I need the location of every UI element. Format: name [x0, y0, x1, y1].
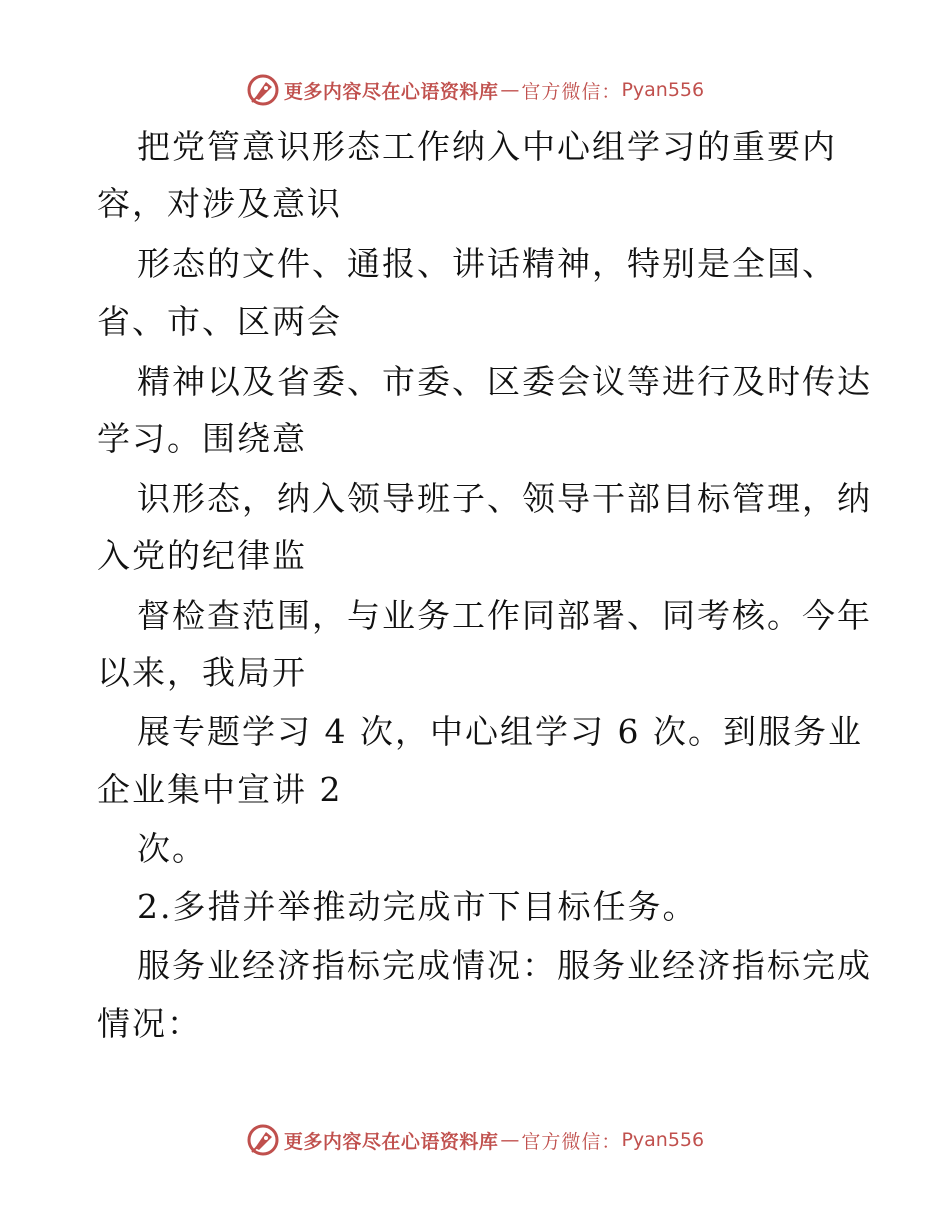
watermark-wechat-label: 官方微信：: [521, 80, 622, 103]
watermark-dash: —: [500, 79, 520, 101]
body-line: 情况：: [97, 1004, 202, 1043]
body-line: 精神以及省委、市委、区委会议等进行及时传达: [137, 362, 872, 401]
body-line: 服务业经济指标完成情况：服务业经济指标完成: [137, 946, 872, 985]
footer-watermark: [0, 1120, 950, 1160]
body-line: 入党的纪律监: [97, 536, 307, 575]
body-line: 企业集中宣讲 2: [97, 770, 343, 809]
body-line: 展专题学习 4 次，中心组学习 6 次。到服务业: [137, 712, 863, 751]
watermark-wechat-label: 官方微信：: [521, 1130, 622, 1153]
watermark-wechat-id: Pyan556: [621, 1129, 705, 1151]
body-line: 识形态，纳入领导班子、领导干部目标管理，纳: [137, 479, 872, 518]
body-line: 形态的文件、通报、讲话精神，特别是全国、: [137, 244, 837, 283]
body-line: 督检查范围，与业务工作同部署、同考核。今年: [137, 596, 872, 635]
watermark-main-text: 更多内容尽在心语资料库: [283, 80, 499, 103]
watermark-wechat-id: Pyan556: [621, 79, 705, 101]
body-line: 以来，我局开: [97, 653, 307, 692]
header-watermark: [0, 70, 950, 110]
pen-nib-logo-icon: [246, 73, 280, 107]
body-line: 学习。围绕意: [97, 419, 307, 458]
body-line: 把党管意识形态工作纳入中心组学习的重要内: [137, 127, 837, 166]
pen-nib-logo-icon: [246, 1123, 280, 1157]
body-line: 省、市、区两会: [97, 302, 342, 341]
watermark-main-text: 更多内容尽在心语资料库: [283, 1130, 499, 1153]
body-line: 次。: [137, 829, 207, 868]
watermark-dash: —: [500, 1129, 520, 1151]
body-line: 2.多措并举推动完成市下目标任务。: [137, 887, 698, 926]
body-line: 容，对涉及意识: [97, 184, 342, 223]
